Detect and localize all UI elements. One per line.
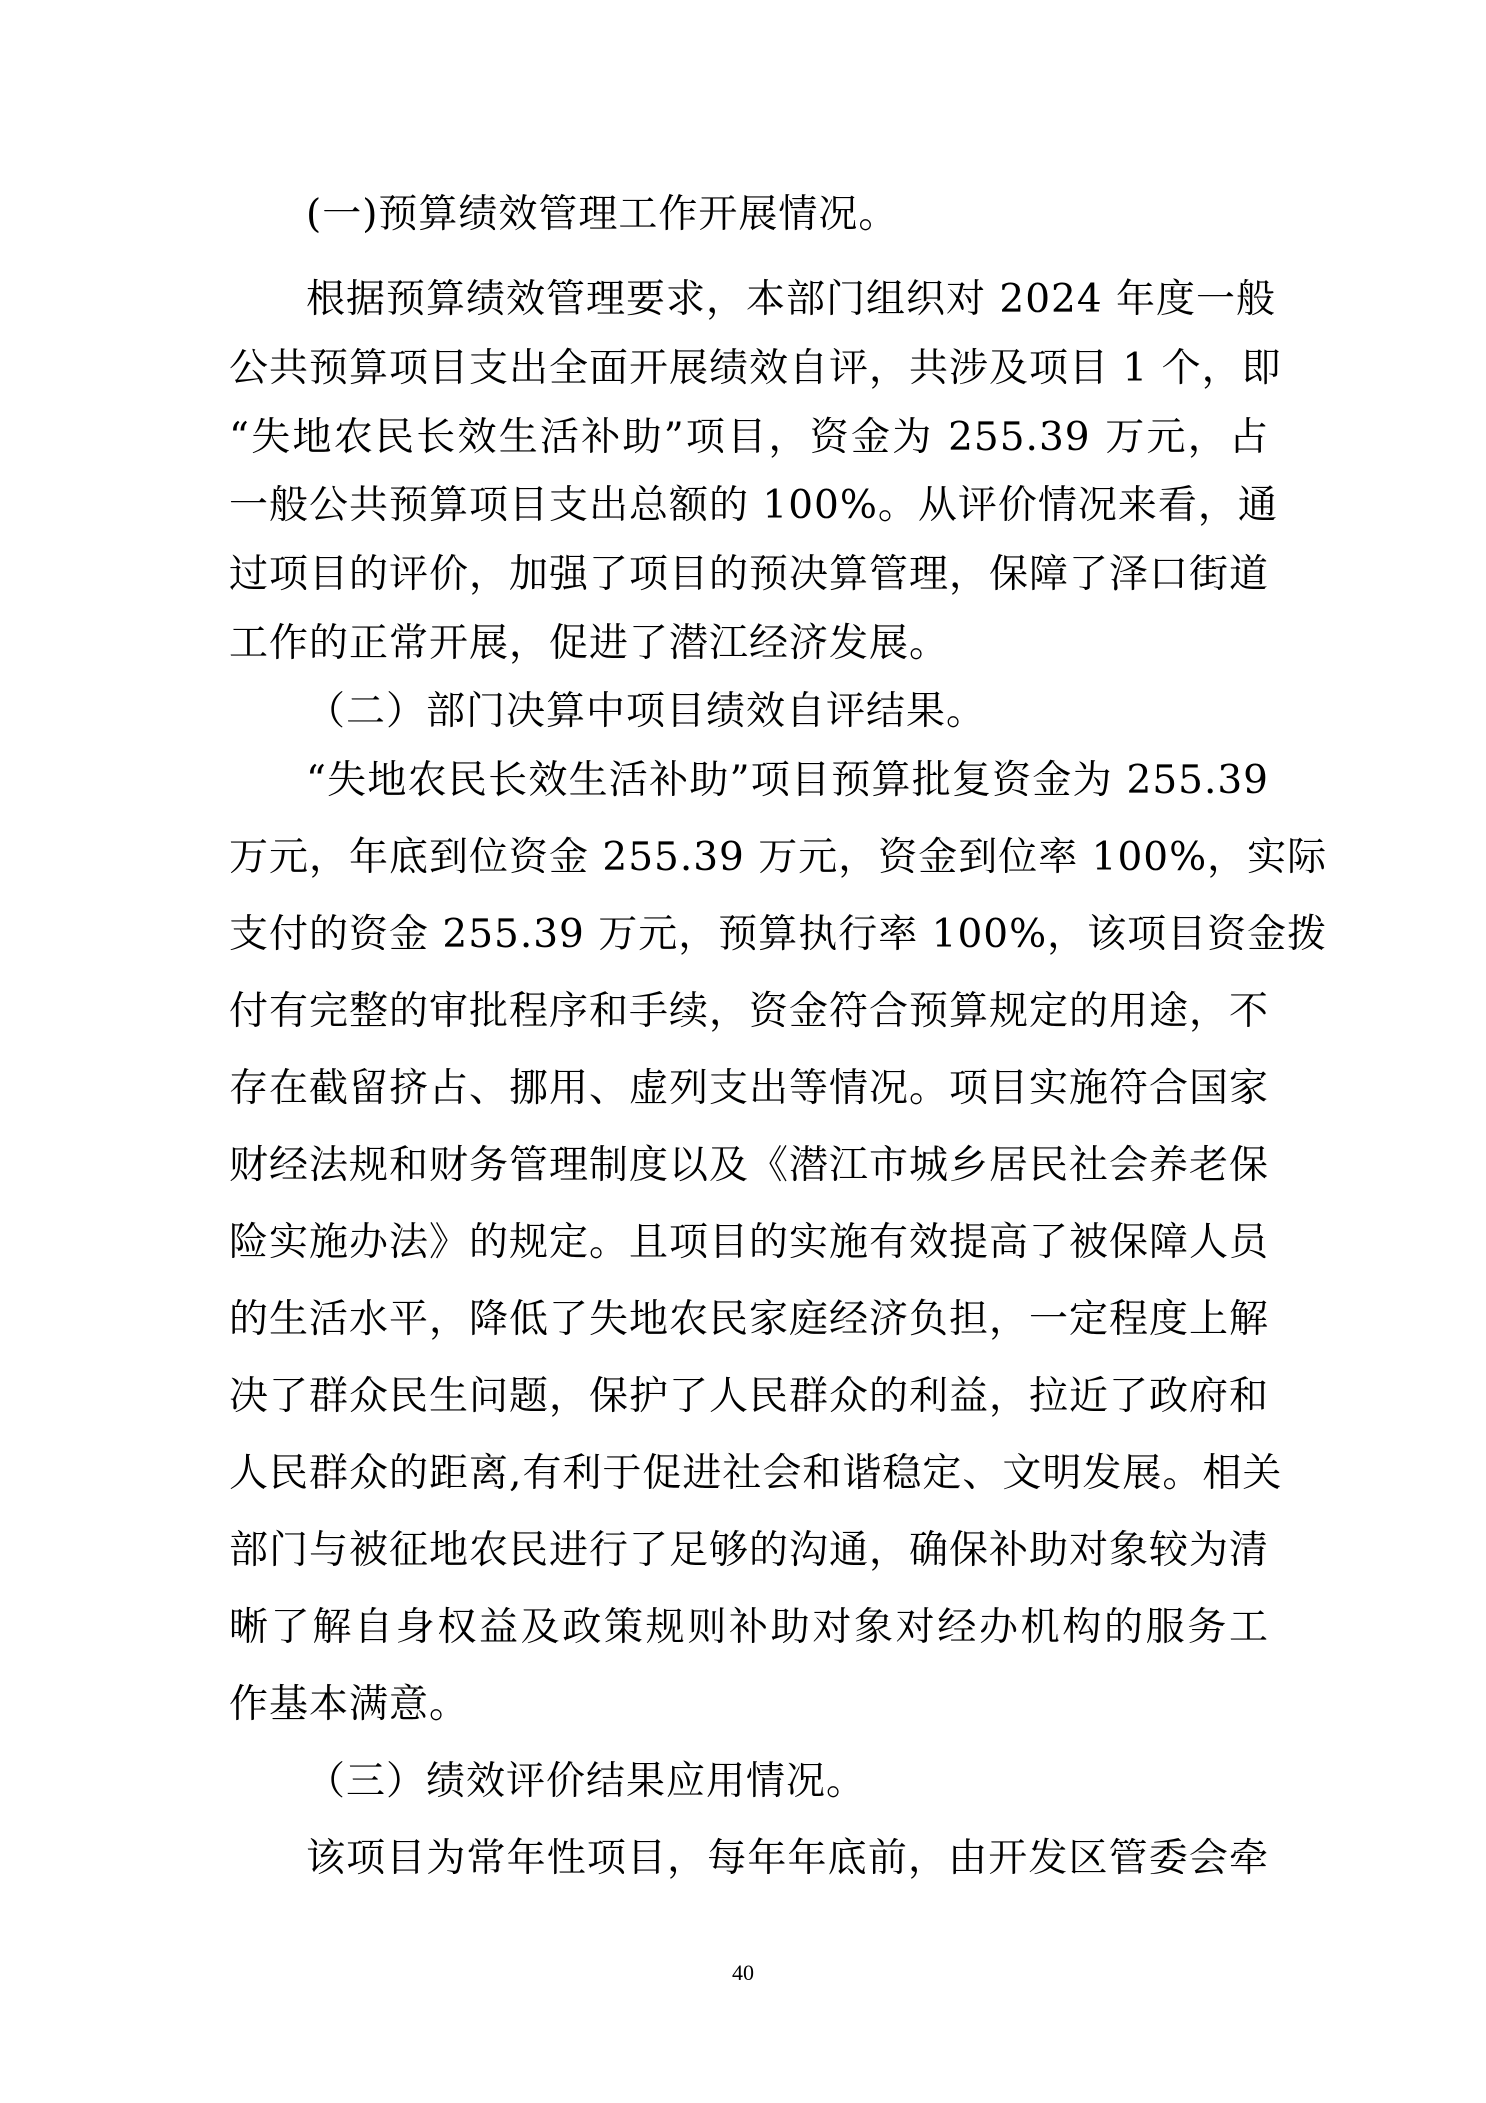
paragraph-line: 万元，年底到位资金 255.39 万元，资金到位率 100%，实际 bbox=[229, 835, 1328, 880]
paragraph-line: 决了群众民生问题，保护了人民群众的利益，拉近了政府和 bbox=[229, 1374, 1270, 1419]
page-number: 40 bbox=[732, 1960, 754, 1985]
section-heading-2: （二）部门决算中项目绩效自评结果。 bbox=[306, 689, 987, 734]
paragraph-line: 付有完整的审批程序和手续，资金符合预算规定的用途，不 bbox=[229, 989, 1270, 1034]
paragraph-line: 一般公共预算项目支出总额的 100%。从评价情况来看，通 bbox=[229, 483, 1278, 528]
paragraph-line: 存在截留挤占、挪用、虚列支出等情况。项目实施符合国家 bbox=[229, 1066, 1270, 1111]
paragraph-line: 公共预算项目支出全面开展绩效自评，共涉及项目 1 个，即 bbox=[229, 346, 1282, 391]
paragraph-line: 工作的正常开展，促进了潜江经济发展。 bbox=[229, 621, 950, 666]
paragraph-line: 支付的资金 255.39 万元，预算执行率 100%，该项目资金拨 bbox=[229, 912, 1328, 957]
paragraph-line: 的生活水平，降低了失地农民家庭经济负担，一定程度上解 bbox=[229, 1297, 1270, 1342]
paragraph-line: 作基本满意。 bbox=[229, 1682, 470, 1727]
paragraph-line: 晰了解自身权益及政策规则补助对象对经办机构的服务工 bbox=[229, 1605, 1269, 1650]
paragraph-line: 部门与被征地农民进行了足够的沟通，确保补助对象较为清 bbox=[229, 1528, 1270, 1573]
paragraph-line: 过项目的评价，加强了项目的预决算管理，保障了泽口街道 bbox=[229, 552, 1270, 597]
paragraph-line: “失地农民长效生活补助”项目预算批复资金为 255.39 bbox=[306, 758, 1269, 803]
section-heading-1: (一)预算绩效管理工作开展情况。 bbox=[306, 192, 899, 237]
paragraph-line: 人民群众的距离,有利于促进社会和谐稳定、文明发展。相关 bbox=[229, 1451, 1283, 1496]
paragraph-line: 根据预算绩效管理要求，本部门组织对 2024 年度一般 bbox=[306, 277, 1277, 322]
section-heading-3: （三）绩效评价结果应用情况。 bbox=[306, 1759, 867, 1804]
paragraph-line: 该项目为常年性项目，每年年底前，由开发区管委会牵 bbox=[306, 1836, 1269, 1881]
paragraph-line: 财经法规和财务管理制度以及《潜江市城乡居民社会养老保 bbox=[229, 1143, 1270, 1188]
paragraph-line: 险实施办法》的规定。且项目的实施有效提高了被保障人员 bbox=[229, 1220, 1270, 1265]
paragraph-line: “失地农民长效生活补助”项目，资金为 255.39 万元，占 bbox=[229, 415, 1269, 460]
